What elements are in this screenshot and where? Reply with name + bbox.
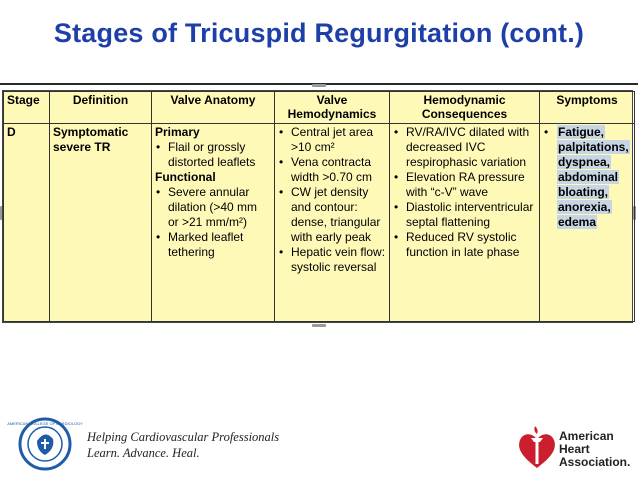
stages-table-frame bbox=[2, 90, 633, 323]
cell-hemodynamic-consequences bbox=[390, 124, 540, 322]
anatomy-primary-label: Primary bbox=[155, 125, 200, 139]
list-item: • Vena contracta width >0.70 cm bbox=[278, 155, 386, 185]
anatomy-primary-list bbox=[155, 140, 271, 170]
anatomy-functional-list bbox=[155, 185, 271, 260]
anatomy-functional-label: Functional bbox=[155, 170, 216, 184]
header-hemodynamic-consequences: Hemodynamic Consequences bbox=[390, 92, 540, 124]
list-item bbox=[543, 125, 631, 230]
cell-symptoms bbox=[540, 124, 635, 322]
stages-table bbox=[3, 91, 635, 322]
list-item: • Flail or grossly distorted leaflets bbox=[155, 140, 271, 170]
header-valve-hemodynamics: Valve Hemodynamics bbox=[275, 92, 390, 124]
resize-handle-bottom[interactable] bbox=[312, 324, 326, 327]
table-row bbox=[4, 124, 635, 322]
list-item: • Hepatic vein flow: systolic reversal bbox=[278, 245, 386, 275]
acc-seal-logo bbox=[7, 417, 83, 471]
cell-definition: Symptomatic severe TR bbox=[50, 124, 152, 322]
aha-line-3: Association. bbox=[559, 455, 631, 469]
symptoms-list bbox=[543, 125, 631, 230]
list-item: • Severe annular dilation (>40 mm or >21 mm/m²) bbox=[155, 185, 271, 230]
cell-valve-anatomy bbox=[152, 124, 275, 322]
cell-valve-hemodynamics bbox=[275, 124, 390, 322]
tagline-line-1: Helping Cardiovascular Professionals bbox=[87, 430, 280, 444]
list-item: • Elevation RA pressure with “c-V” wave bbox=[393, 170, 536, 200]
tagline-line-2: Learn. Advance. Heal. bbox=[87, 446, 200, 460]
table-header-row bbox=[4, 92, 635, 124]
symptoms-text: Fatigue, palpitations, dyspnea, abdominal bloating, anorexia, edema bbox=[558, 125, 629, 229]
list-item: • CW jet density and contour: dense, triangular with early peak bbox=[278, 185, 386, 245]
cell-stage: D bbox=[4, 124, 50, 322]
hemodynamics-list bbox=[278, 125, 386, 275]
consequences-list bbox=[393, 125, 536, 260]
resize-handle-top[interactable] bbox=[312, 84, 326, 87]
aha-heart-torch-logo bbox=[516, 424, 558, 470]
slide-title: Stages of Tricuspid Regurgitation (cont.) bbox=[53, 18, 585, 48]
header-definition: Definition bbox=[50, 92, 152, 124]
seal-text: AMERICAN COLLEGE OF CARDIOLOGY bbox=[7, 421, 83, 426]
aha-line-2: Heart bbox=[559, 442, 590, 456]
header-stage: Stage bbox=[4, 92, 50, 124]
list-item: • Marked leaflet tethering bbox=[155, 230, 271, 260]
list-item: • Central jet area >10 cm² bbox=[278, 125, 386, 155]
list-item: • Diastolic interventricular septal flattening bbox=[393, 200, 536, 230]
list-item: • Reduced RV systolic function in late phase bbox=[393, 230, 536, 260]
aha-line-1: American bbox=[559, 429, 614, 443]
tagline bbox=[87, 429, 279, 461]
header-valve-anatomy: Valve Anatomy bbox=[152, 92, 275, 124]
header-symptoms: Symptoms bbox=[540, 92, 635, 124]
list-item: • RV/RA/IVC dilated with decreased IVC respirophasic variation bbox=[393, 125, 536, 170]
aha-wordmark bbox=[559, 430, 630, 469]
